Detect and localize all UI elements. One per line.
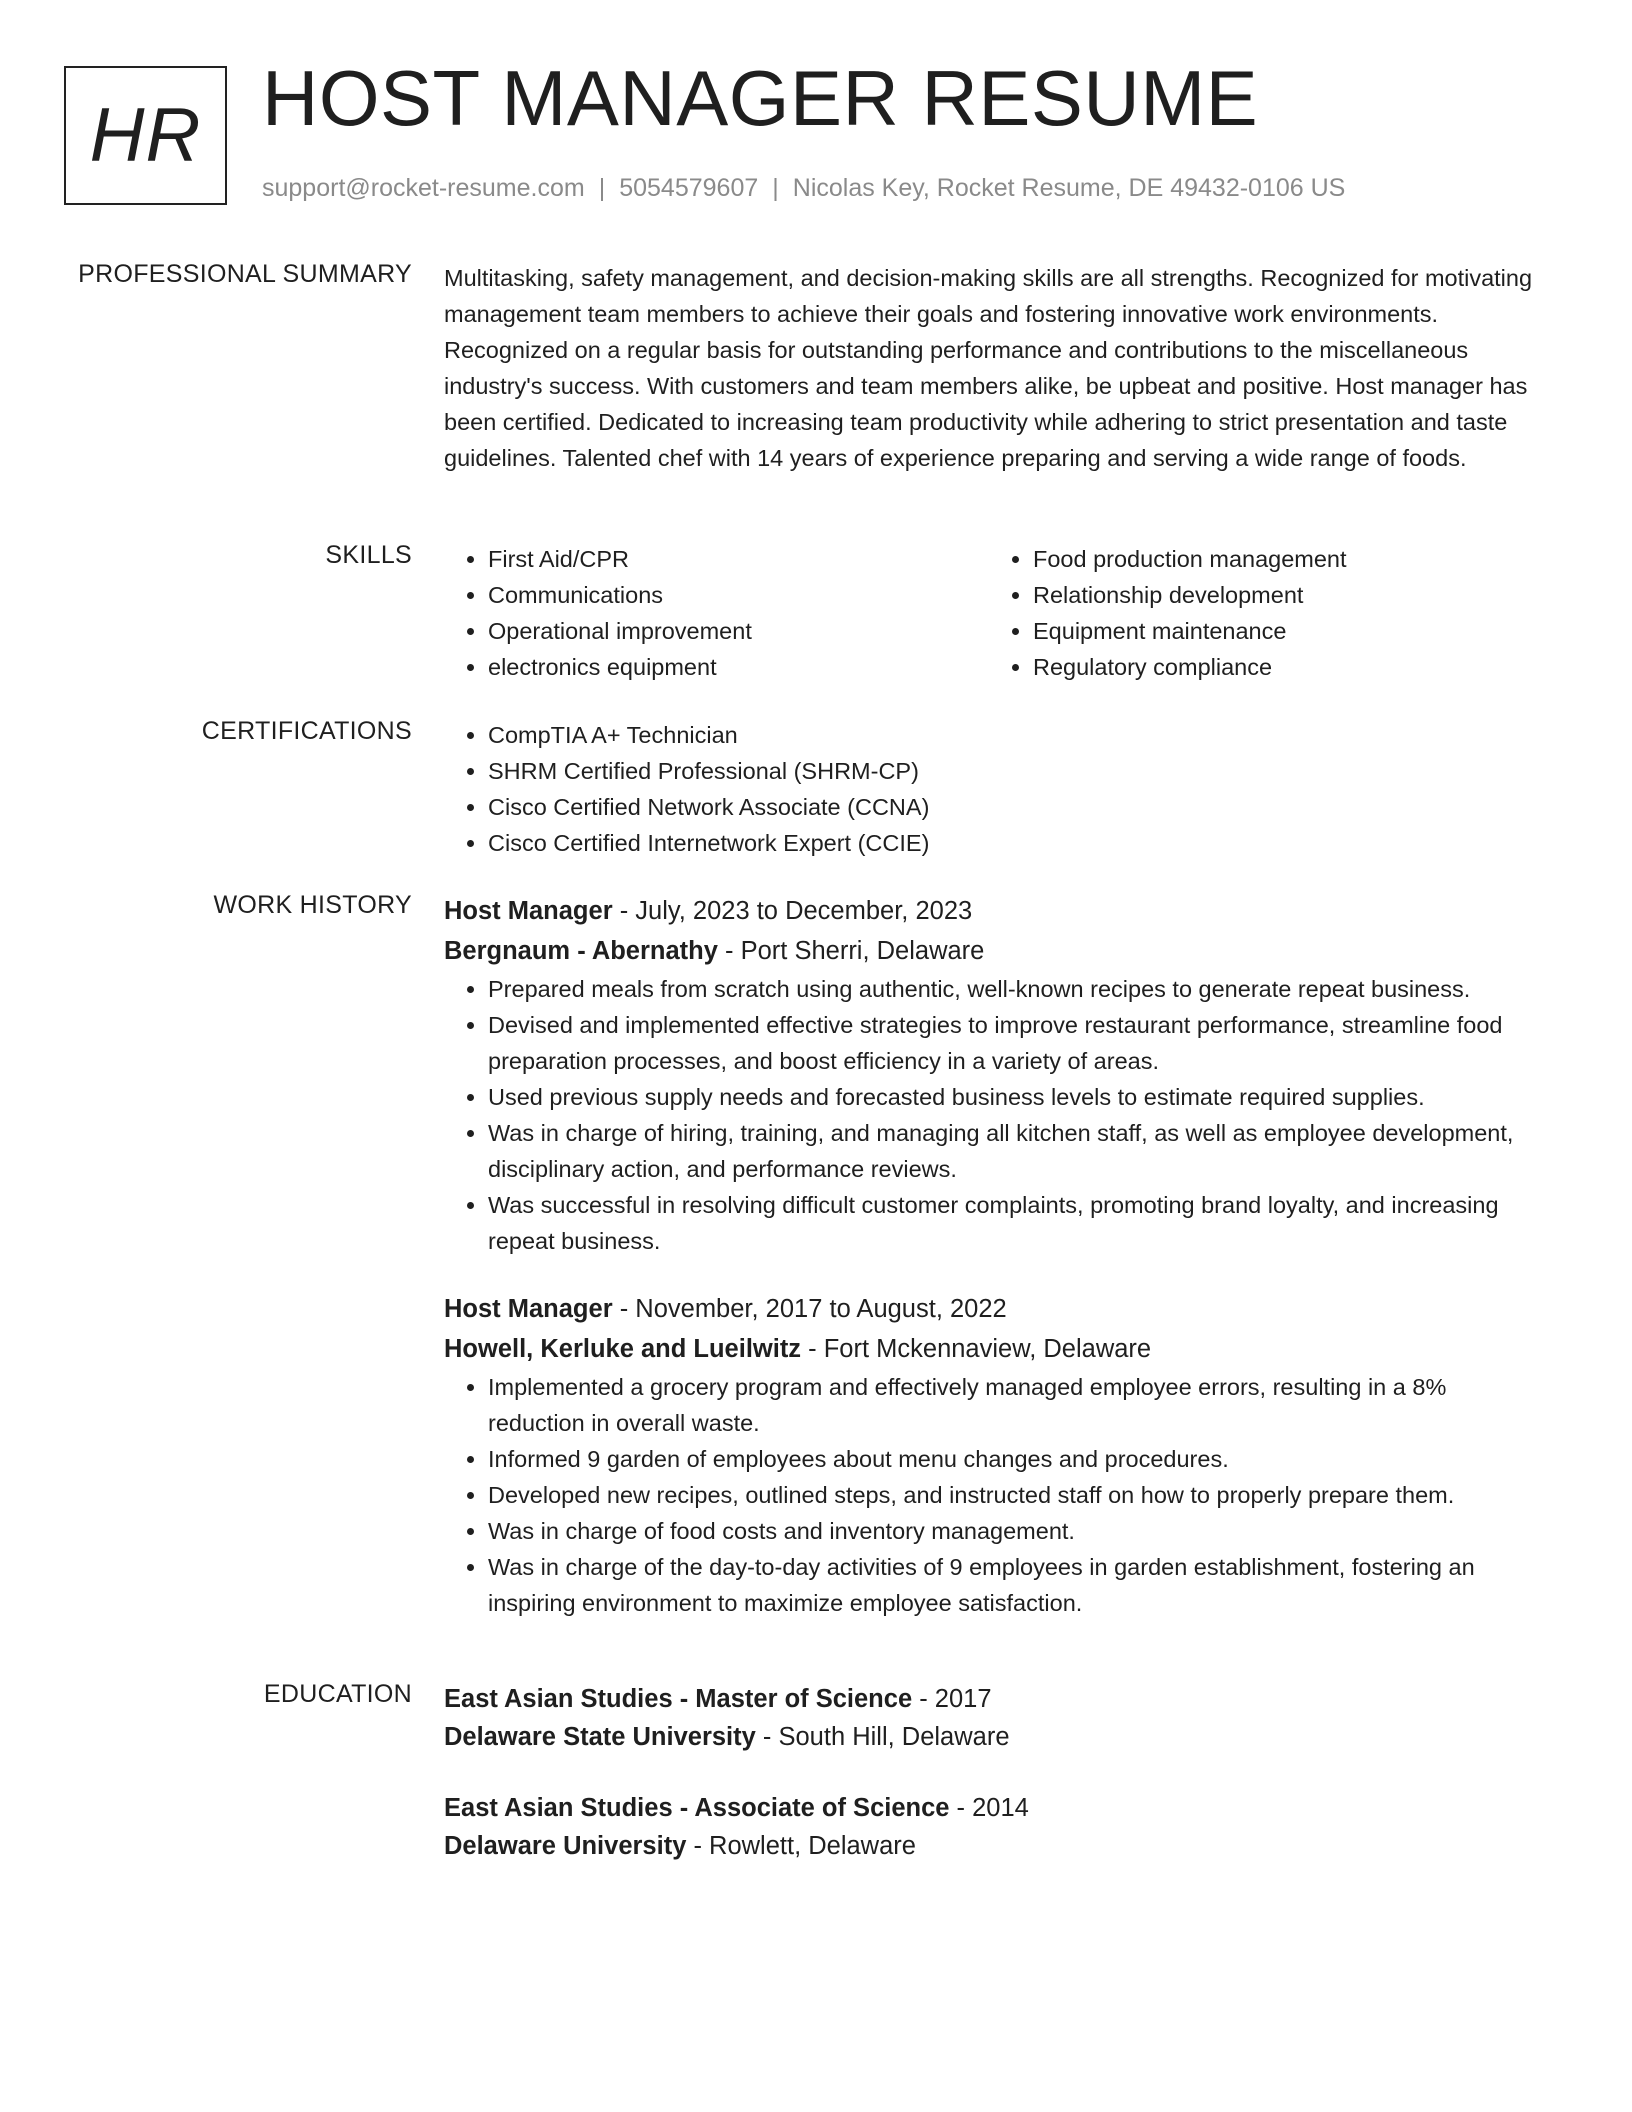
education-entry (444, 1680, 1544, 1756)
certifications-list (444, 717, 1544, 861)
education-degree: East Asian Studies - Associate of Science (444, 1794, 950, 1822)
skill-item: • Communications (488, 577, 989, 613)
education-school-line (444, 1827, 1544, 1865)
education-school: Delaware University (444, 1832, 687, 1860)
certifications-body (444, 717, 1544, 861)
job-company-line (444, 1329, 1544, 1369)
job-company-line (444, 931, 1544, 971)
skill-item: • Food production management (1033, 541, 1534, 577)
job-dates: - November, 2017 to August, 2022 (612, 1295, 1007, 1323)
section-label-work-history: WORK HISTORY (213, 891, 412, 919)
summary-body (444, 260, 1544, 476)
skill-item: • Operational improvement (488, 613, 989, 649)
contact-line (262, 174, 1345, 203)
contact-separator: | (598, 174, 606, 202)
skill-item: • Equipment maintenance (1033, 613, 1534, 649)
certification-item: • Cisco Certified Network Associate (CCNA) (488, 789, 1544, 825)
contact-phone: 5054579607 (619, 174, 759, 202)
skill-item: • Regulatory compliance (1033, 649, 1534, 685)
section-label-skills: SKILLS (325, 541, 412, 569)
page-title: HOST MANAGER RESUME (262, 54, 1259, 142)
job-bullet: • Was in charge of hiring, training, and managing all kitchen staff, as well as employee development, disciplinary action, and performance reviews. (488, 1115, 1544, 1187)
skills-column-1 (444, 541, 989, 685)
job-bullet: • Was successful in resolving difficult customer complaints, promoting brand loyalty, and increasing repeat business. (488, 1187, 1544, 1259)
education-degree-line (444, 1680, 1544, 1718)
job-bullet: • Implemented a grocery program and effectively managed employee errors, resulting in a 8% reduction in overall waste. (488, 1369, 1544, 1441)
job-dates: - July, 2023 to December, 2023 (612, 897, 973, 925)
job-bullet: • Informed 9 garden of employees about menu changes and procedures. (488, 1441, 1544, 1477)
job-bullet: • Devised and implemented effective strategies to improve restaurant performance, streamline food preparation processes, and boost efficiency in a variety of areas. (488, 1007, 1544, 1079)
job-bullet: • Was in charge of food costs and inventory management. (488, 1513, 1544, 1549)
skill-item: • First Aid/CPR (488, 541, 989, 577)
education-school-line (444, 1718, 1544, 1756)
job-location: - Fort Mckennaview, Delaware (801, 1335, 1152, 1363)
education-location: - Rowlett, Delaware (686, 1832, 916, 1860)
certification-item: • CompTIA A+ Technician (488, 717, 1544, 753)
job-bullet: • Was in charge of the day-to-day activities of 9 employees in garden establishment, fostering an inspiring environment to maximize employee satisfaction. (488, 1549, 1544, 1621)
job-bullet: • Used previous supply needs and forecasted business levels to estimate required supplies. (488, 1079, 1544, 1115)
job-title: Host Manager (444, 1295, 613, 1323)
education-school: Delaware State University (444, 1723, 756, 1751)
job-bullet: • Developed new recipes, outlined steps, and instructed staff on how to properly prepare them. (488, 1477, 1544, 1513)
job-title-line (444, 891, 1544, 931)
skill-item: • electronics equipment (488, 649, 989, 685)
job-entry (444, 891, 1544, 1259)
monogram-logo: HR (64, 66, 227, 205)
job-company: Howell, Kerluke and Lueilwitz (444, 1335, 802, 1363)
job-title-line (444, 1289, 1544, 1329)
skill-item: • Relationship development (1033, 577, 1534, 613)
section-label-certifications: CERTIFICATIONS (201, 717, 412, 745)
job-bullets (444, 1369, 1544, 1621)
education-body (444, 1680, 1544, 1865)
summary-text: Multitasking, safety management, and decision-making skills are all strengths. Recognized for motivating management team members to achieve their goals and fostering innovative work environments. Recognized on a regular basis for outstanding performance and contributions to the miscellaneous industry's success. With customers and team members alike, be upbeat and positive. Host manager has been certified. Dedicated to increasing team productivity while adhering to strict presentation and taste guidelines. Talented chef with 14 years of experience preparing and serving a wide range of foods. (444, 265, 1533, 471)
education-entry (444, 1789, 1544, 1865)
section-label-education: EDUCATION (263, 1680, 412, 1708)
education-degree-line (444, 1789, 1544, 1827)
job-title: Host Manager (444, 897, 613, 925)
certification-item: • Cisco Certified Internetwork Expert (CCIE) (488, 825, 1544, 861)
job-entry (444, 1289, 1544, 1621)
work-history-body (444, 891, 1544, 1621)
education-degree: East Asian Studies - Master of Science (444, 1685, 913, 1713)
job-location: - Port Sherri, Delaware (717, 937, 985, 965)
contact-separator: | (772, 174, 779, 202)
section-label-summary: PROFESSIONAL SUMMARY (78, 260, 412, 288)
job-bullet: • Prepared meals from scratch using authentic, well-known recipes to generate repeat business. (488, 971, 1544, 1007)
certification-item: • SHRM Certified Professional (SHRM-CP) (488, 753, 1544, 789)
education-year: - 2017 (912, 1685, 992, 1713)
contact-email: support@rocket-resume.com (262, 174, 585, 202)
skills-column-2 (989, 541, 1534, 685)
contact-address: Nicolas Key, Rocket Resume, DE 49432-0106 US (792, 174, 1346, 202)
skills-grid (444, 541, 1544, 685)
job-bullets (444, 971, 1544, 1259)
education-location: - South Hill, Delaware (755, 1723, 1010, 1751)
education-year: - 2014 (949, 1794, 1029, 1822)
job-company: Bergnaum - Abernathy (444, 937, 718, 965)
